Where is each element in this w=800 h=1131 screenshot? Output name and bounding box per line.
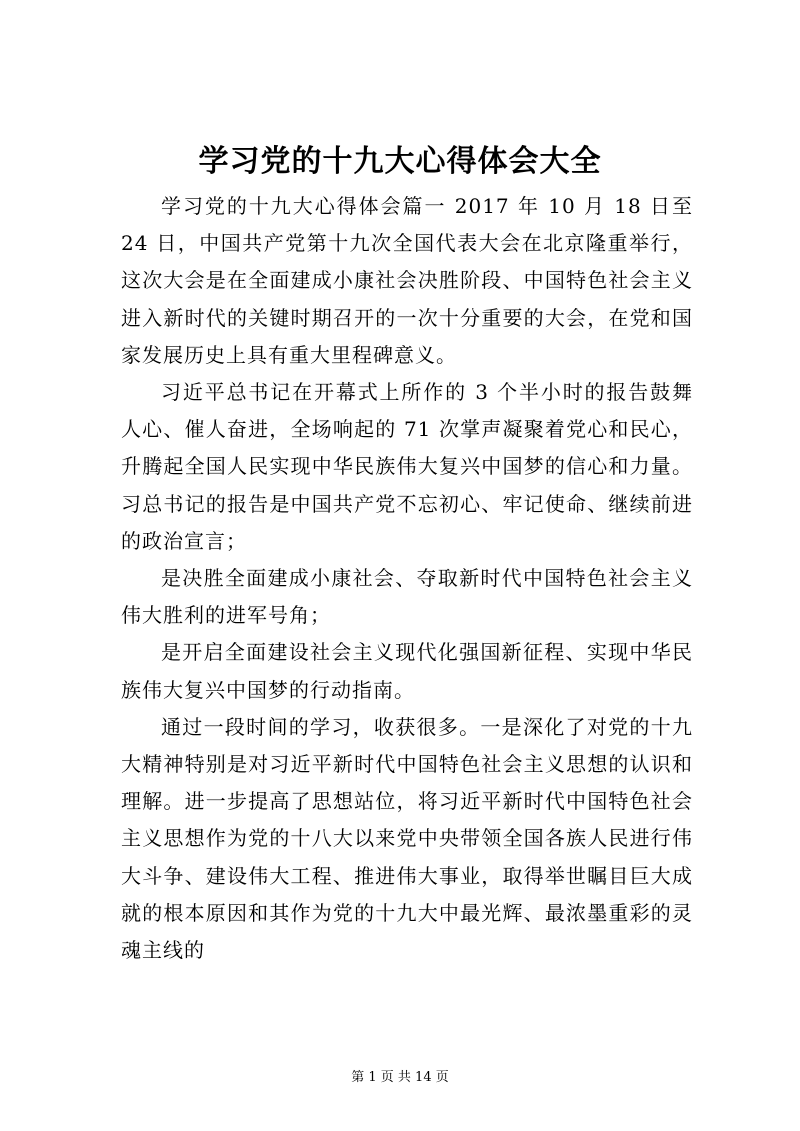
paragraph: 通过一段时间的学习，收获很多。一是深化了对党的十九大精神特别是对习近平新时代中国特色社会主义思想的认识和理解。进一步提高了思想站位，将习近平新时代中国特色社会主义思想作为党的十八大以来党中央带领全国各族人民进行伟大斗争、建设伟大工程、推进伟大事业，取得举世瞩目巨大成就的根本原因和其作为党的十九大中最光辉、最浓墨重彩的灵魂主线的 (121, 714, 693, 963)
document-body (121, 188, 693, 969)
page-number: 第 1 页 共 14 页 (351, 1070, 449, 1085)
paragraph: 学习党的十九大心得体会篇一 2017 年 10 月 18 日至 24 日，中国共产党第十九次全国代表大会在北京隆重举行，这次大会是在全面建成小康社会决胜阶段、中国特色社会主义进入新时代的关键时期召开的一次十分重要的大会，在党和国家发展历史上具有重大里程碑意义。 (121, 194, 693, 367)
paragraph: 是决胜全面建成小康社会、夺取新时代中国特色社会主义伟大胜利的进军号角； (121, 566, 693, 628)
paragraph: 习近平总书记在开幕式上所作的 3 个半小时的报告鼓舞人心、催人奋进，全场响起的 71 次掌声凝聚着党心和民心，升腾起全国人民实现中华民族伟大复兴中国梦的信心和力量。习总书记的报告是中国共产党不忘初心、牢记使命、继续前进的政治宣言； (121, 380, 693, 553)
paragraph: 是开启全面建设社会主义现代化强国新征程、实现中华民族伟大复兴中国梦的行动指南。 (121, 640, 693, 702)
document-title: 学习党的十九大心得体会大全 (198, 144, 602, 179)
